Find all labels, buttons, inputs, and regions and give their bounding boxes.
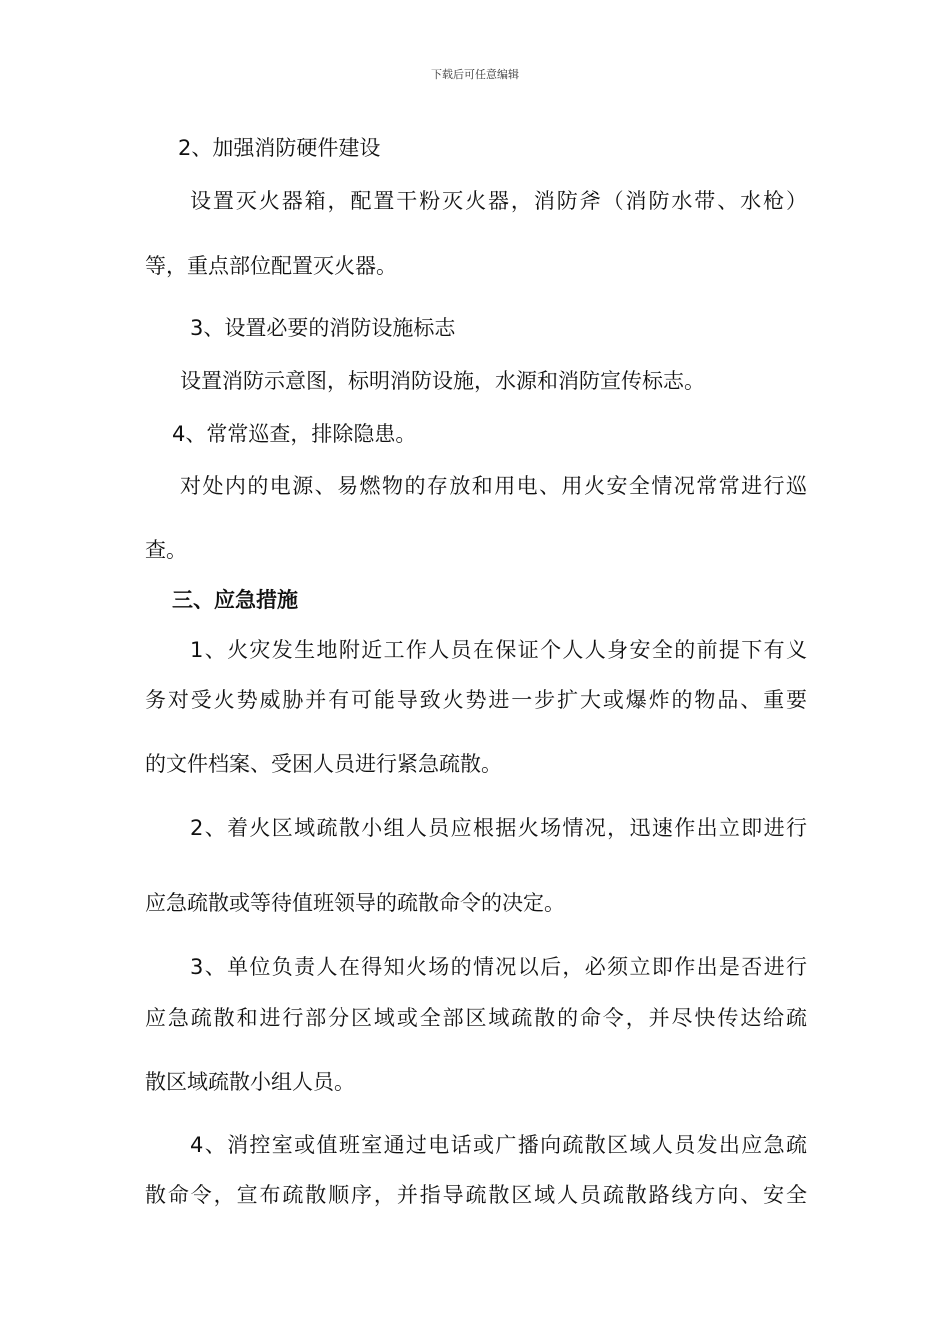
measure-3-line-3: 散区域疏散小组人员。 — [145, 1070, 355, 1094]
item-3-heading: 3、设置必要的消防设施标志 — [190, 316, 456, 340]
measure-1-line-3: 的文件档案、受困人员进行紧急疏散。 — [145, 752, 502, 776]
item-2-body-line-2: 等，重点部位配置灭火器。 — [145, 254, 397, 278]
item-2-body-line-1: 设置灭火器箱，配置干粉灭火器，消防斧（消防水带、水枪） — [190, 189, 807, 213]
measure-2-line-1: 2、着火区域疏散小组人员应根据火场情况，迅速作出立即进行 — [190, 816, 807, 840]
page-header: 下载后可任意编辑 — [431, 68, 519, 81]
measure-2-line-2: 应急疏散或等待值班领导的疏散命令的决定。 — [145, 891, 565, 915]
measure-1-line-2: 务对受火势威胁并有可能导致火势进一步扩大或爆炸的物品、重要 — [145, 688, 807, 712]
item-3-body: 设置消防示意图，标明消防设施，水源和消防宣传标志。 — [180, 369, 705, 393]
measure-4-line-2: 散命令，宣布疏散顺序，并指导疏散区域人员疏散路线方向、安全 — [145, 1183, 807, 1207]
measure-4-line-1: 4、消控室或值班室通过电话或广播向疏散区域人员发出应急疏 — [190, 1133, 807, 1157]
item-4-heading: 4、常常巡查，排除隐患。 — [172, 422, 417, 446]
item-4-body-line-2: 查。 — [145, 538, 187, 562]
item-2-heading: 2、加强消防硬件建设 — [178, 136, 381, 160]
measure-1-line-1: 1、火灾发生地附近工作人员在保证个人人身安全的前提下有义 — [190, 638, 807, 662]
measure-3-line-1: 3、单位负责人在得知火场的情况以后，必须立即作出是否进行 — [190, 955, 807, 979]
section-heading-emergency-measures: 三、应急措施 — [172, 588, 298, 612]
measure-3-line-2: 应急疏散和进行部分区域或全部区域疏散的命令，并尽快传达给疏 — [145, 1006, 807, 1030]
item-4-body-line-1: 对处内的电源、易燃物的存放和用电、用火安全情况常常进行巡 — [180, 474, 807, 498]
